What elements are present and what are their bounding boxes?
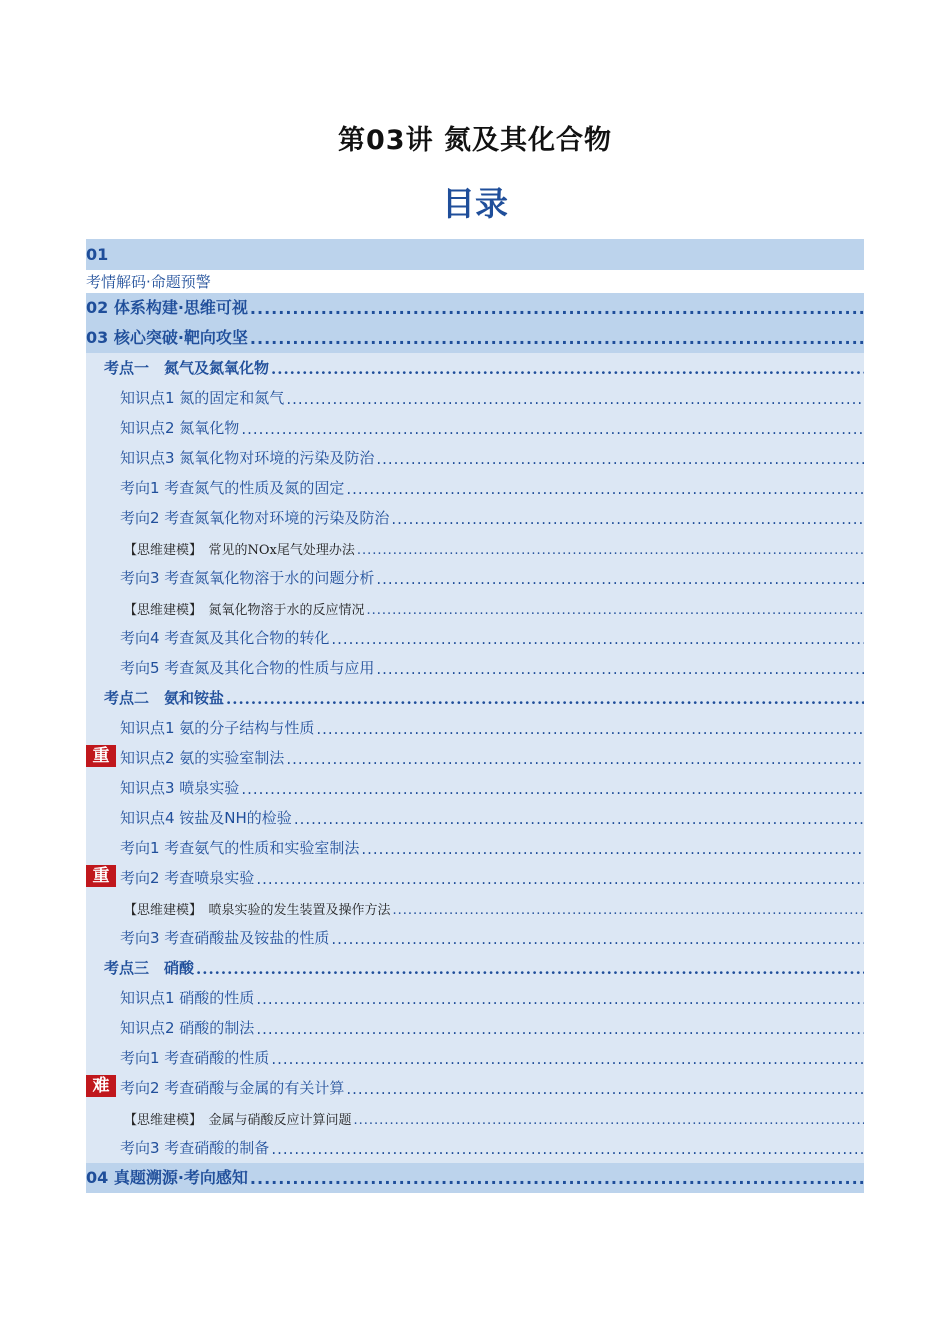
toc-entry[interactable] (86, 353, 864, 383)
toc-entry[interactable] (86, 743, 864, 773)
toc-entry-label: 01 (86, 245, 109, 264)
dot-leader (357, 543, 864, 558)
toc-entry-label: 考向1 考查氨气的性质和实验室制法 (120, 839, 360, 857)
dot-leader (241, 780, 864, 798)
toc-entry[interactable] (86, 1163, 864, 1193)
toc-entry-label: 考向3 考查氮氧化物溶于水的问题分析 (120, 569, 375, 587)
dot-leader (196, 960, 864, 978)
toc-entry-label: 考向5 考查氮及其化合物的性质与应用 (120, 659, 375, 677)
toc-entry-label: 知识点2 氮氧化物 (120, 419, 240, 437)
dot-leader (271, 1050, 864, 1068)
dot-leader (376, 570, 864, 588)
badge-important: 重 (86, 865, 116, 887)
toc-entry-label: 考向4 考查氮及其化合物的转化 (120, 629, 330, 647)
dot-leader (376, 450, 864, 468)
toc-entry-label: 考向2 考查氮氧化物对环境的污染及防治 (120, 509, 390, 527)
toc-entry-label: 考向3 考查硝酸盐及铵盐的性质 (120, 929, 330, 947)
toc-entry[interactable] (86, 383, 864, 413)
dot-leader (354, 1113, 864, 1128)
toc-entry[interactable] (86, 623, 864, 653)
dot-leader (346, 1080, 864, 1098)
dot-leader (256, 870, 864, 888)
toc-entry-label: 考向1 考查硝酸的性质 (120, 1049, 270, 1067)
dot-leader (256, 1020, 864, 1038)
toc-entry-label: 【思维建模】 喷泉实验的发生装置及操作方法 (124, 903, 391, 918)
dot-leader (391, 510, 864, 528)
toc-entry-label: 知识点1 氮的固定和氮气 (120, 389, 285, 407)
toc-entry-label: 03 核心突破·靶向攻坚 (86, 328, 248, 347)
toc-entry-label: 【思维建模】 常见的NOx尾气处理办法 (124, 543, 355, 558)
toc-entry[interactable] (86, 323, 864, 353)
dot-leader (286, 390, 864, 408)
toc-entry[interactable] (86, 773, 864, 803)
toc-entry[interactable] (86, 503, 864, 533)
toc-entry[interactable] (86, 413, 864, 443)
toc-entry-label: 考点二 氨和铵盐 (104, 689, 225, 707)
toc-entry-label: 知识点2 氨的实验室制法 (120, 749, 285, 767)
toc-entry-label: 知识点2 硝酸的制法 (120, 1019, 255, 1037)
toc-entry[interactable] (86, 653, 864, 683)
toc-heading: 目录 (442, 184, 508, 223)
toc-entry-label: 知识点4 铵盐及NH的检验 (120, 809, 292, 827)
table-of-contents (86, 239, 864, 1193)
toc-entry[interactable] (86, 563, 864, 593)
toc-entry[interactable] (86, 1133, 864, 1163)
toc-entry-label: 考向2 考查喷泉实验 (120, 869, 255, 887)
toc-entry[interactable] (86, 473, 864, 503)
toc-entry[interactable] (86, 983, 864, 1013)
dot-leader (226, 690, 864, 708)
toc-entry-label: 知识点1 氨的分子结构与性质 (120, 719, 315, 737)
toc-entry[interactable] (86, 239, 864, 270)
toc-entry-label: 考向2 考查硝酸与金属的有关计算 (120, 1079, 345, 1097)
toc-entry[interactable] (86, 803, 864, 833)
dot-leader (250, 329, 864, 348)
dot-leader (241, 420, 864, 438)
toc-entry[interactable] (86, 293, 864, 323)
dot-leader (250, 299, 864, 318)
dot-leader (393, 903, 864, 918)
dot-leader (367, 603, 864, 618)
toc-entry[interactable] (86, 893, 864, 923)
dot-leader (361, 840, 864, 858)
toc-entry[interactable] (86, 713, 864, 743)
toc-entry-label: 知识点3 氮氧化物对环境的污染及防治 (120, 449, 375, 467)
toc-entry[interactable] (86, 1103, 864, 1133)
toc-entry-label: 知识点1 硝酸的性质 (120, 989, 255, 1007)
toc-entry[interactable] (86, 953, 864, 983)
dot-leader (331, 930, 864, 948)
toc-entry[interactable] (86, 863, 864, 893)
document-title: 第03讲 氮及其化合物 (338, 125, 612, 156)
toc-entry-label: 考向1 考查氮气的性质及氮的固定 (120, 479, 345, 497)
toc-entry-label: 【思维建模】 金属与硝酸反应计算问题 (124, 1113, 352, 1128)
toc-entry-label: 知识点3 喷泉实验 (120, 779, 240, 797)
dot-leader (271, 360, 864, 378)
toc-entry[interactable] (86, 1073, 864, 1103)
dot-leader (250, 1169, 864, 1188)
toc-entry[interactable] (86, 923, 864, 953)
toc-entry[interactable] (86, 833, 864, 863)
dot-leader (331, 630, 864, 648)
toc-entry-label: 考向3 考查硝酸的制备 (120, 1139, 270, 1157)
dot-leader (376, 660, 864, 678)
toc-entry-label: 【思维建模】 氮氧化物溶于水的反应情况 (124, 603, 365, 618)
dot-leader (294, 810, 864, 828)
badge-difficult: 难 (86, 1075, 116, 1097)
toc-entry[interactable] (86, 1043, 864, 1073)
toc-entry[interactable] (86, 683, 864, 713)
dot-leader (256, 990, 864, 1008)
badge-important: 重 (86, 745, 116, 767)
dot-leader (271, 1140, 864, 1158)
toc-entry-label: 考点一 氮气及氮氧化物 (104, 359, 270, 377)
toc-entry[interactable] (86, 533, 864, 563)
toc-entry-label: 考情解码·命题预警 (86, 273, 211, 291)
toc-entry[interactable] (86, 1013, 864, 1043)
dot-leader (346, 480, 864, 498)
toc-entry-label: 02 体系构建·思维可视 (86, 298, 248, 317)
toc-entry[interactable] (86, 593, 864, 623)
toc-entry[interactable] (86, 443, 864, 473)
toc-entry-label: 考点三 硝酸 (104, 959, 195, 977)
dot-leader (316, 720, 864, 738)
toc-entry[interactable] (86, 270, 864, 293)
toc-entry-label: 04 真题溯源·考向感知 (86, 1168, 248, 1187)
dot-leader (286, 750, 864, 768)
